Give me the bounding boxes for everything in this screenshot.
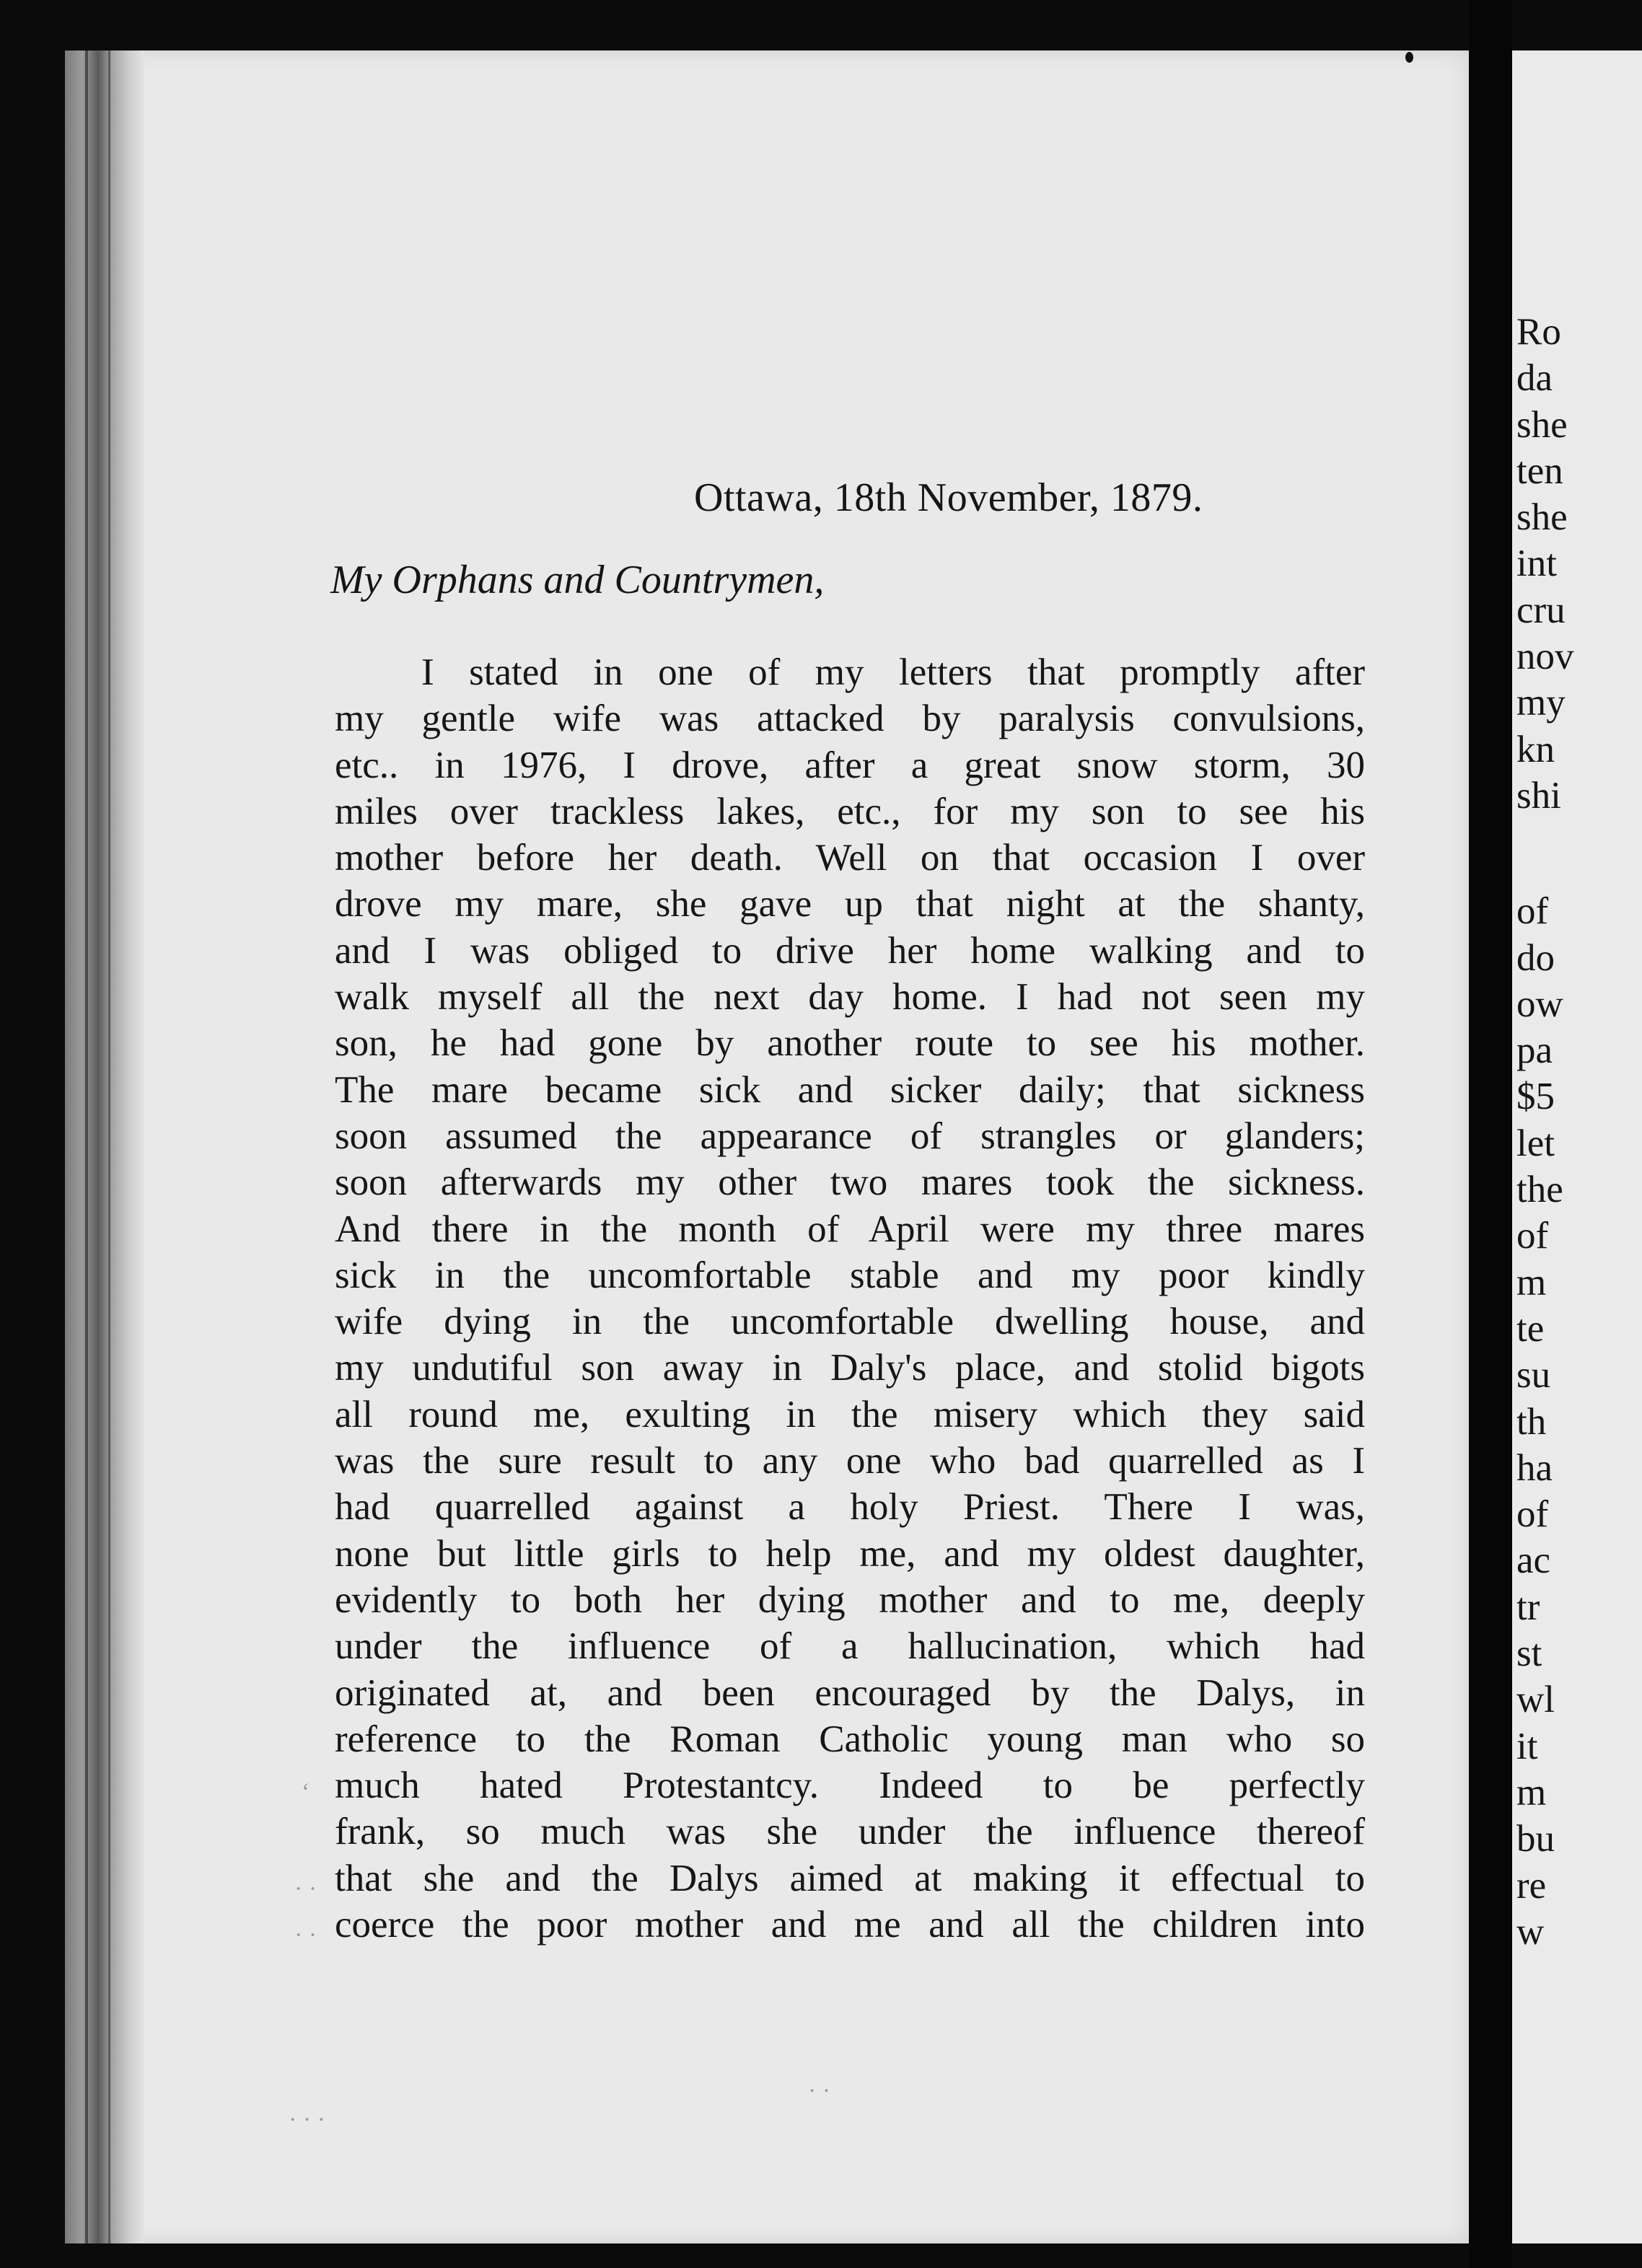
text-fragment: ac — [1516, 1539, 1551, 1582]
text-fragment: of — [1516, 1215, 1549, 1257]
text-line: son, he had gone by another route to see his mother. — [335, 1022, 1365, 1065]
text-fragment: te — [1516, 1307, 1545, 1350]
bleed-through-mark: · · — [294, 1876, 317, 1902]
text-fragment: ha — [1516, 1446, 1553, 1489]
bleed-through-mark: · · · — [289, 2106, 325, 2133]
letter-body — [335, 649, 1365, 1948]
text-line: etc.. in 1976, I drove, after a great snow storm, 30 — [335, 744, 1365, 786]
text-fragment: da — [1516, 357, 1553, 400]
text-fragment: she — [1516, 403, 1568, 446]
bleed-through-mark: · · — [294, 1922, 317, 1948]
text-fragment: m — [1516, 1261, 1547, 1304]
bleed-through-mark: · · — [808, 2078, 831, 2104]
text-line: I stated in one of my letters that promptly after — [421, 651, 1365, 693]
next-page-text — [1516, 309, 1574, 1955]
spine-edge-line — [85, 50, 88, 2243]
text-line: drove my mare, she gave up that night at the shanty, — [335, 883, 1365, 926]
ink-speck — [1405, 52, 1413, 63]
text-line: sick in the uncomfortable stable and my poor kindly — [335, 1254, 1365, 1296]
text-fragment: w — [1516, 1910, 1545, 1953]
text-line: was the sure result to any one who bad quarrelled as I — [335, 1440, 1365, 1482]
text-line: all round me, exulting in the misery which they said — [335, 1393, 1365, 1436]
text-fragment: re — [1516, 1864, 1547, 1907]
text-fragment: $5 — [1516, 1076, 1555, 1118]
text-fragment: kn — [1516, 728, 1555, 770]
salutation: My Orphans and Countrymen, — [330, 558, 825, 602]
text-fragment: my — [1516, 682, 1566, 724]
text-line: soon afterwards my other two mares took the sickness. — [335, 1161, 1365, 1204]
text-fragment: shi — [1516, 774, 1561, 817]
text-fragment: she — [1516, 496, 1568, 539]
text-line: The mare became sick and sicker daily; that sickness — [335, 1068, 1365, 1111]
text-fragment: ten — [1516, 449, 1563, 492]
text-line: much hated Protestantcy. Indeed to be perfectly — [335, 1764, 1365, 1807]
page-gutter — [1469, 0, 1512, 2268]
text-line: my gentle wife was attacked by paralysis convulsions, — [335, 698, 1365, 740]
text-fragment: the — [1516, 1169, 1563, 1211]
text-fragment: m — [1516, 1771, 1547, 1814]
text-line: originated at, and been encouraged by the Dalys, in — [335, 1671, 1365, 1714]
text-fragment: let — [1516, 1122, 1555, 1164]
text-fragment: bu — [1516, 1818, 1555, 1860]
text-fragment: pa — [1516, 1029, 1553, 1072]
text-line: had quarrelled against a holy Priest. There I was, — [335, 1486, 1365, 1529]
text-line: mother before her death. Well on that occasion I over — [335, 837, 1365, 879]
text-line: wife dying in the uncomfortable dwelling house, and — [335, 1301, 1365, 1343]
text-fragment: do — [1516, 936, 1555, 979]
text-line: miles over trackless lakes, etc., for my son to see his — [335, 790, 1365, 832]
text-line: And there in the month of April were my three mares — [335, 1208, 1365, 1250]
text-line: none but little girls to help me, and my oldest daughter, — [335, 1532, 1365, 1575]
text-fragment: of — [1516, 890, 1549, 933]
bleed-through-mark: ‘ — [302, 1779, 310, 1806]
spine-edge-line — [108, 50, 110, 2243]
text-fragment: nov — [1516, 636, 1574, 678]
book-spine — [65, 50, 144, 2243]
text-fragment: su — [1516, 1354, 1551, 1397]
text-fragment: st — [1516, 1632, 1542, 1675]
text-line: that she and the Dalys aimed at making it effectual to — [335, 1857, 1365, 1899]
paragraph-gap — [1516, 819, 1574, 888]
text-fragment: of — [1516, 1493, 1549, 1536]
text-fragment: ow — [1516, 983, 1563, 1025]
text-line: and I was obliged to drive her home walking and to — [335, 929, 1365, 972]
text-line: frank, so much was she under the influence thereof — [335, 1811, 1365, 1853]
text-fragment: cru — [1516, 589, 1566, 631]
text-line: under the influence of a hallucination, which had — [335, 1625, 1365, 1668]
text-line: coerce the poor mother and me and all the children into — [335, 1904, 1365, 1946]
text-line: my undutiful son away in Daly's place, and stolid bigots — [335, 1347, 1365, 1389]
text-fragment: Ro — [1516, 311, 1561, 353]
text-fragment: int — [1516, 542, 1557, 585]
text-fragment: wl — [1516, 1679, 1555, 1721]
text-line: walk myself all the next day home. I had not seen my — [335, 976, 1365, 1019]
text-fragment: th — [1516, 1400, 1547, 1443]
text-fragment: it — [1516, 1725, 1538, 1767]
text-fragment: tr — [1516, 1586, 1540, 1628]
text-line: evidently to both her dying mother and to me, deeply — [335, 1578, 1365, 1621]
text-line: soon assumed the appearance of strangles or glanders; — [335, 1115, 1365, 1157]
dateline: Ottawa, 18th November, 1879. — [694, 475, 1203, 520]
text-line: reference to the Roman Catholic young man who so — [335, 1718, 1365, 1760]
